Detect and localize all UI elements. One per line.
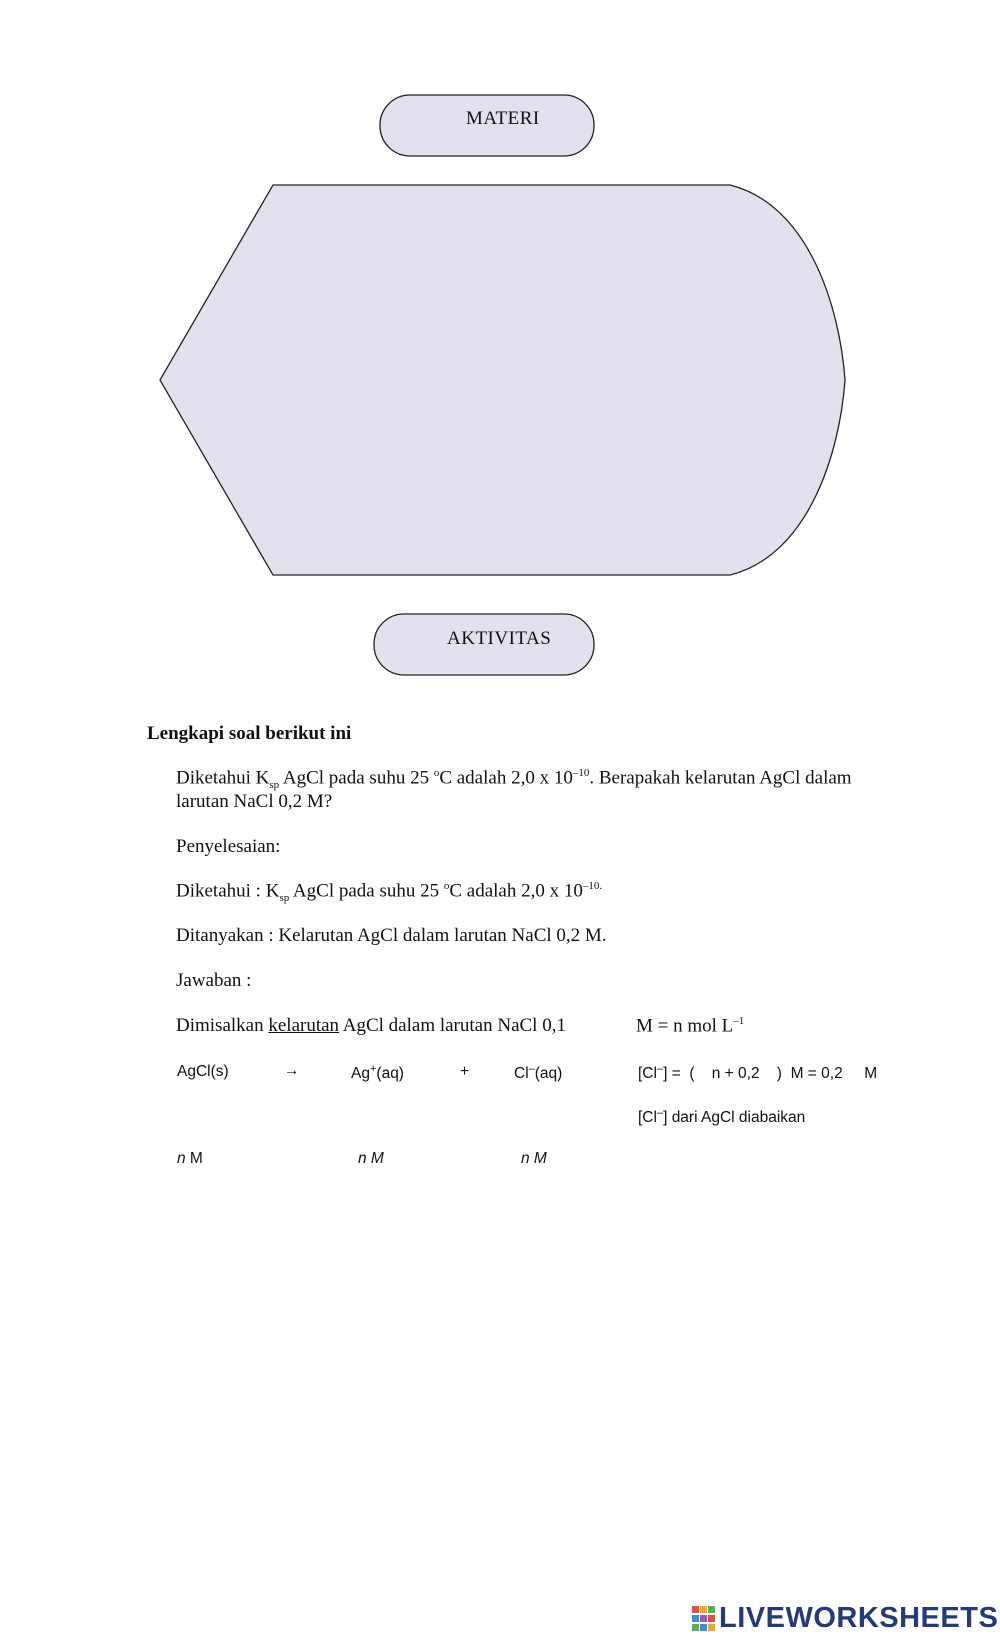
product-ag-ion: Ag+(aq): [351, 1063, 404, 1083]
cl-concentration-line: [Cl–] = ( n + 0,2 ) M = 0,2 M: [638, 1063, 878, 1083]
conc-agcl: n M: [177, 1150, 203, 1167]
conc-ag: n M: [358, 1150, 384, 1167]
cl-note-line: [Cl–] dari AgCl diabaikan: [638, 1107, 806, 1127]
materi-label: MATERI: [466, 108, 540, 129]
instruction-heading: Lengkapi soal berikut ini: [147, 723, 352, 744]
known-line: Diketahui : $K_{sp}$ AgCl pada suhu 25 $^o$C adalah 2,0 x $10^{-10.}$: [176, 880, 603, 905]
reactant-agcl: AgCl(s): [177, 1063, 229, 1080]
question-line-1: Diketahui $K_{sp}$ AgCl pada suhu 25 $^o$C adalah 2,0 x $10^{-10}$. Berapakah kelarutan AgCl dalam: [176, 767, 852, 792]
liveworksheets-logo: [692, 1602, 998, 1635]
assumption-line: Dimisalkan kelarutan AgCl dalam larutan NaCl 0,1: [176, 1015, 566, 1036]
conc-cl: n M: [521, 1150, 547, 1167]
aktivitas-label: AKTIVITAS: [447, 628, 552, 649]
product-cl-ion: Cl–(aq): [514, 1063, 563, 1083]
asked-line: Ditanyakan : Kelarutan AgCl dalam larutan NaCl 0,2 M.: [176, 925, 607, 946]
display-shape: [160, 185, 845, 575]
liveworksheets-logo-text: LIVEWORKSHEETS: [719, 1602, 999, 1634]
reaction-arrow: →: [284, 1062, 300, 1079]
answer-label: Jawaban :: [176, 970, 252, 991]
question-line-2: larutan NaCl 0,2 M?: [176, 791, 333, 812]
assumption-right: M = n mol $L^{-1}$: [636, 1015, 745, 1037]
liveworksheets-logo-icon: [692, 1606, 716, 1632]
solution-label: Penyelesaian:: [176, 836, 281, 857]
reaction-plus: +: [460, 1063, 470, 1080]
